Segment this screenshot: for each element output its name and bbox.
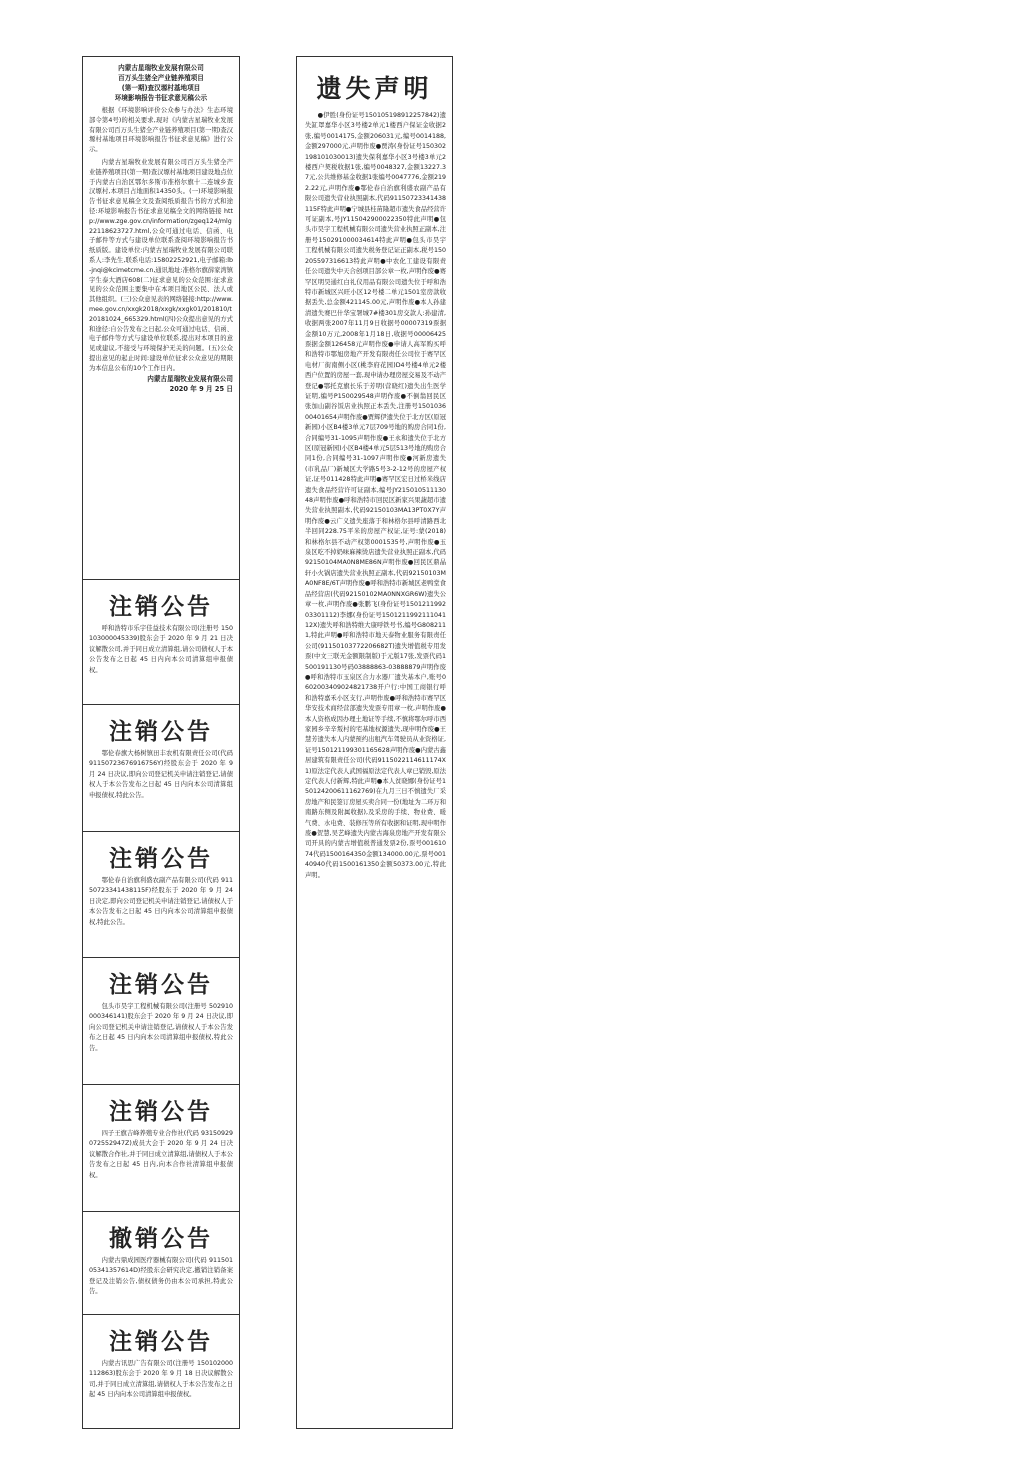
notice-box bbox=[83, 580, 239, 705]
notice-body: 鄂伦春自治旗利盛农副产品有限公司(代码 91150723341438115F)经股东于 2020 年 9 月 24 日决定,即向公司登记机关申请注销登记,请债权人于本公告发布之日起 45 日内向本公司清算组申报债权,特此公告。 bbox=[89, 877, 233, 926]
eia-heading-line: 百万头生猪全产业链养殖项目 bbox=[118, 74, 204, 82]
eia-announcement bbox=[83, 57, 239, 580]
left-column bbox=[82, 56, 240, 1429]
notice-body: 包头市昊宇工程机械有限公司(注册号 502910000346141)股东会于 2020 年 9 月 24 日决议,即向公司登记机关申请注销登记,请债权人于本公告发布之日起 45 日内向本公司清算组申报债权,特此公告。 bbox=[89, 1003, 233, 1052]
notice-box bbox=[83, 1315, 239, 1428]
revocation-box bbox=[83, 1212, 239, 1315]
notice-title: 注销公告 bbox=[109, 846, 213, 872]
eia-date: 2020 年 9 月 25 日 bbox=[169, 384, 233, 393]
notice-title: 注销公告 bbox=[109, 719, 213, 745]
notice-box bbox=[83, 1085, 239, 1212]
eia-heading bbox=[89, 57, 233, 103]
notice-body: 鄂伦春旗大杨树镇田丰农机有限责任公司(代码 91150723676916756Y)经股东会于 2020 年 9 月 24 日决议,即向公司登记机关申请注销登记,请债权人于本公告发布之日起 45 日内向本公司清算组申报债权,特此公告。 bbox=[89, 750, 233, 799]
eia-heading-line: 内蒙古星瑞牧业发展有限公司 bbox=[118, 64, 204, 72]
loss-statement-body: ●伊胜(身份证号150105198912257842)遗失缸罩嘉华小区3号楼2单元1楼西户保证金收据2张,编号0014175,金额206031元,编号0014188,金额297000元,声明作废●贾涛(身份证号150302198101030013)遗失保利嘉华小区3号楼3单元2楼西户契税收据1张,编号0048327,金额13227.37元,公共维修基金收据1张编号0047776,金额2192.22元,声明作废●鄂伦春自治旗利盛农副产品有限公司遗失营业执照副本,代码91150723341438115F特此声明●宁城县桂苗隆超市遗失食品经营许可证副本,号JY115042900022350特此声明●包头市昊宇工程机械有限公司遗失营业执照正副本,注册号150291000034614特此声明●包头市昊宇工程机械有限公司遗失税务登记证正副本,税号150205597316613特此声明●中农化工建设有限责任公司遗失中天合创项目部公章一枚,声明作废●赛罕区明昊通红白礼仪用品有限公司遗失位于呼和浩特市新城区兴旺小区12号楼二单元1501室房款收据丢失,总金额421145.00元,声明作废●本人孙建清遗失赛巴什华宝署城7#楼301房交款人:孙建清,收据两张2007年11月9日收据号00007319票据金额10万元,2008年1月18日,收据号00006425票据金额126458元声明作废●申请人高军购买呼和浩特市鄂旭房地产开发有限责任公司位于赛罕区电材厂街南侧小区(桃李府花园)D4号楼4单元2楼西户位置的房屋一套,现申请办理房屋交易及不动产登记●鄂托克旗长乐于芳明(营晓红)遗失出生医学证明,编号P150029548声明作废●不倒翁回民区张加山副谷饭店业执照正本丢失,注册号150103600401654声明作废●贾辉伊遗失位于北方区(原冠新园)小区B4楼3单元7层709号地的购房合同1份,合同编号31-1095声明作废●王永和遗失位于北方区(原冠新园)小区B4楼4单元5层513号地的购房合同1份,合同编号31-1097声明作废●河新房遗失(市乳品厂)新城区大学路5号3-2-12号的房屋产权证,证号011428特此声明●赛罕区宏日过桥米线店遗失食品经营许可证副本,编号JY21501051113048声明作废●呼和浩特市回民区新家兴果蔬超市遗失营业执照副本,代码92150103MA13PT0X7Y声明作废●云广义遗失座落于和林格尔县呼清路西北半回同228.75平米的房屋产权证,证号:蒙(2018)和林格尔县不动产权第0001535号,声明作废●玉泉区吃不掉奶味麻辣烫店遗失营业执照正副本,代码92150104MA0N8ME86N声明作废●回民区鼎晶轩小火锅店遗失营业执照正副本,代码92150103MA0NF8E/6T声明作废●呼和浩特市新城区老鸭堂食品经营店(代码92150102MA0NNXGR6W)遗失公章一枚,声明作废●张鹏飞(身份证号150121199203301112)李娜(身份证号150121199211104112X)遗失呼和浩特维大康呼铁号书,编号G8082111,特此声明●呼和浩特市地天泰物业服务有限责任公司(91150103772206682T)遗失增值税专用发票(中文三联无金额限制版)于元版17张,发票代码1500191130号码03888863-03888879声明作废●呼和浩特市玉泉区合力水器厂遗失基本户,账号0602003409024821738开户行:中国工商银行呼和浩特嘉禾小区支行,声明作废●呼和浩特市赛罕区华安技术商经营部遗失发票专用章一枚,声明作废●本人资格成因办理土地证等手续,不慎将鄂尔呼市西家园乡辛辛叛村的宅基地权源遗失,现申明作废●王慧芳遗失本人内蒙预约出租汽车驾驶员从业资格证,证号150121199301165628声明作废●内蒙古鑫居建筑有限责任公司(代码9115022114611174X1)原法定代表人武国福原法定代表人章已销毁,原法定代表人付新辉,特此声明●本人贫晓娜(身份证号150124200611162769)在九月三日不慎遗失厂采房地产和民签订房屋买卖合同一份(地址为二环万和南路东侧及附属收据),及采房的手续、物业费、暖气费、水电费、装修压等所有收据和证明,现申明作废●贺慧,吴艺峰遗失内蒙古海泉房地产开发有限公司开具的内蒙古增值税普通发票2份,票号00161074代码1500164350金额134000.00元,票号00140940代码1500161350金额50373.00元,特此声明。 bbox=[305, 112, 446, 879]
eia-paragraph: 根据《环境影响评价公众参与办法》生态环境部令第4号)的相关要求,现对《内蒙古星瑞牧业发展有限公司百万头生猪全产业链养殖项目(第一期)查汉塬村基地项目环境影响报告书征求意见稿》进行公示。 bbox=[89, 107, 233, 154]
notice-title: 注销公告 bbox=[109, 594, 213, 620]
notice-body: 四子王旗吉峰养殖专业合作社(代码 93150929072552947Z)成员大会于 2020 年 9 月 24 日决议解散合作社,并于同日成立清算组,请债权人于本公告发布之日起 45 日内,向本合作社清算组申报债权。 bbox=[89, 1130, 233, 1179]
notice-title: 注销公告 bbox=[109, 1329, 213, 1355]
eia-heading-line: 环境影响报告书征求意见稿公示 bbox=[114, 94, 208, 102]
notice-body: 内蒙古讯思广告有限公司(注册号 150102000112863)股东会于 2020 年 9 月 18 日决议解散公司,并于同日成立清算组,请债权人于本公告发布之日起 45 日内向本公司清算组申报债权。 bbox=[89, 1360, 233, 1399]
notice-title: 撤销公告 bbox=[109, 1226, 213, 1252]
loss-statement-title: 遗失声明 bbox=[316, 74, 433, 103]
right-column bbox=[296, 56, 453, 1429]
eia-signer: 内蒙古星瑞牧业发展有限公司 bbox=[147, 374, 233, 383]
eia-heading-line: (第一期)查汉塬村基地项目 bbox=[121, 84, 201, 92]
notice-box bbox=[83, 958, 239, 1085]
notice-body: 呼和浩特市乐宇佳益技术有限公司(注册号 150103000045339)股东会于 2020 年 9 月 21 日决议解散公司,并于同日成立清算组,请公司债权人于本公告发布之日起 45 日内向本公司清算组申报债权。 bbox=[89, 625, 233, 674]
notice-box bbox=[83, 705, 239, 832]
notice-title: 注销公告 bbox=[109, 972, 213, 998]
notice-box bbox=[83, 832, 239, 958]
notice-title: 注销公告 bbox=[109, 1099, 213, 1125]
eia-paragraph: 内蒙古星瑞牧业发展有限公司百万头生猪全产业链养殖项目(第一期)查汉塬村基地项目建设地点位于内蒙古自治区鄂尔多斯市准格尔旗十二连城乡查汉塬村,本项目占地面积14350头。(一)环境影响报告书征求意见稿全文及查阅纸质报告书的方式和途径:环境影响报告书征求意见稿全文的网络链接 http://www.zge.gov.cn/information/zgeq124/mlg22118623727.html,公众可通过电话、信函、电子邮件等方式与建设单位联系查阅环境影响报告书纸质版。建设单位:内蒙古星瑞牧业发展有限公司联系人:李先生,联系电话:15802252921,电子邮箱:lb-jnqi@kcimetcme.cn,通讯地址:准格尔旗薛家湾镇宇生泰大酒店608(二)征求意见的公众范围:征求意见的公众范围主要集中在本项目地区公民、法人或其他组织。(三)公众意见表的网络链接:http://www.mee.gov.cn/xxgk2018/xxgk/xxgk01/201810/t20181024_665329.html(四)公众提出意见的方式和途径:自公告发布之日起,公众可通过电话、信函、电子邮件等方式与建设单位联系,提出对本项目的意见或建议,不接受与环境保护无关的问题。(五)公众提出意见的起止时间:建设单位征求公众意见的期限为本信息公布的10个工作日内。 bbox=[89, 158, 234, 372]
notice-body: 内蒙古鼎成园医疗器械有限公司(代码 91150105341357614D)经股东会研究决定,撤销注销备案登记及注销公告,债权债务仍由本公司承担,特此公告。 bbox=[89, 1257, 233, 1296]
